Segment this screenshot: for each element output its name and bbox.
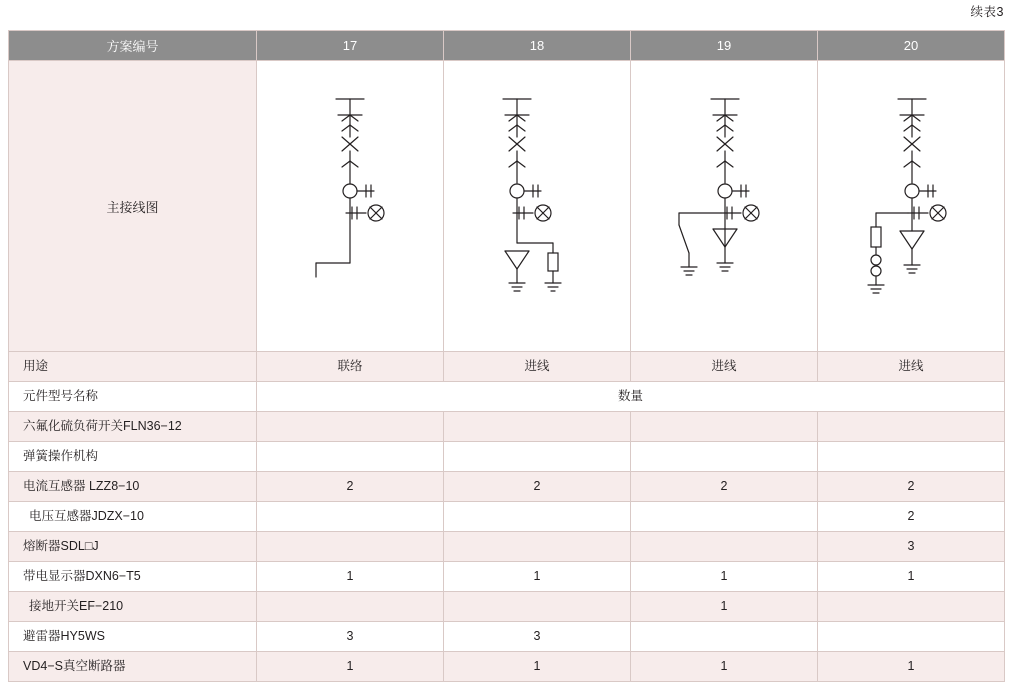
table-row xyxy=(9,652,1005,682)
component-1-value-19 xyxy=(631,442,818,472)
usage-label: 用途 xyxy=(9,352,257,382)
table-row xyxy=(9,502,1005,532)
scheme-table xyxy=(8,30,1005,682)
table-row xyxy=(9,472,1005,502)
component-5-value-17: 1 xyxy=(257,562,444,592)
component-label-4: 熔断器SDL□J xyxy=(9,532,257,562)
table-row xyxy=(9,412,1005,442)
usage-value-20: 进线 xyxy=(818,352,1005,382)
component-label-5: 带电显示器DXN6−T5 xyxy=(9,562,257,592)
table-row xyxy=(9,592,1005,622)
component-label-3: 电压互感器JDZX−10 xyxy=(9,502,257,532)
component-6-value-20 xyxy=(818,592,1005,622)
component-header-label: 元件型号名称 xyxy=(9,382,257,412)
component-5-value-20: 1 xyxy=(818,562,1005,592)
usage-value-19: 进线 xyxy=(631,352,818,382)
header-cell-scheme-number: 方案编号 xyxy=(9,31,257,61)
component-6-value-18 xyxy=(444,592,631,622)
component-0-value-19 xyxy=(631,412,818,442)
component-6-value-17 xyxy=(257,592,444,622)
component-8-value-19: 1 xyxy=(631,652,818,682)
main-wiring-diagram-row xyxy=(9,61,1005,352)
diagram-cell-19 xyxy=(631,61,818,352)
component-1-value-20 xyxy=(818,442,1005,472)
continued-table-label: 续表3 xyxy=(970,5,1004,19)
component-2-value-17: 2 xyxy=(257,472,444,502)
wiring-diagram-19 xyxy=(649,91,799,321)
component-8-value-18: 1 xyxy=(444,652,631,682)
table-row xyxy=(9,562,1005,592)
component-label-1: 弹簧操作机构 xyxy=(9,442,257,472)
component-7-value-18: 3 xyxy=(444,622,631,652)
table-row xyxy=(9,622,1005,652)
diagram-row-label: 主接线图 xyxy=(9,61,257,352)
component-0-value-17 xyxy=(257,412,444,442)
usage-value-17: 联络 xyxy=(257,352,444,382)
usage-row xyxy=(9,352,1005,382)
usage-value-18: 进线 xyxy=(444,352,631,382)
component-4-value-20: 3 xyxy=(818,532,1005,562)
component-header-row xyxy=(9,382,1005,412)
diagram-cell-17 xyxy=(257,61,444,352)
component-5-value-18: 1 xyxy=(444,562,631,592)
component-5-value-19: 1 xyxy=(631,562,818,592)
component-7-value-20 xyxy=(818,622,1005,652)
table-row xyxy=(9,532,1005,562)
component-4-value-19 xyxy=(631,532,818,562)
table-header-row xyxy=(9,31,1005,61)
header-cell-col-17: 17 xyxy=(257,31,444,61)
component-label-0: 六氟化硫负荷开关FLN36−12 xyxy=(9,412,257,442)
component-4-value-17 xyxy=(257,532,444,562)
wiring-diagram-17 xyxy=(290,91,410,321)
component-7-value-19 xyxy=(631,622,818,652)
component-7-value-17: 3 xyxy=(257,622,444,652)
component-0-value-20 xyxy=(818,412,1005,442)
component-3-value-17 xyxy=(257,502,444,532)
component-2-value-20: 2 xyxy=(818,472,1005,502)
component-0-value-18 xyxy=(444,412,631,442)
diagram-cell-18 xyxy=(444,61,631,352)
header-cell-col-18: 18 xyxy=(444,31,631,61)
component-3-value-20: 2 xyxy=(818,502,1005,532)
component-8-value-20: 1 xyxy=(818,652,1005,682)
header-cell-col-20: 20 xyxy=(818,31,1005,61)
component-label-6: 接地开关EF−210 xyxy=(9,592,257,622)
component-label-8: VD4−S真空断路器 xyxy=(9,652,257,682)
component-label-7: 避雷器HY5WS xyxy=(9,622,257,652)
component-4-value-18 xyxy=(444,532,631,562)
component-3-value-19 xyxy=(631,502,818,532)
table-row xyxy=(9,442,1005,472)
component-6-value-19: 1 xyxy=(631,592,818,622)
component-8-value-17: 1 xyxy=(257,652,444,682)
component-1-value-17 xyxy=(257,442,444,472)
component-2-value-19: 2 xyxy=(631,472,818,502)
component-header-quantity: 数量 xyxy=(257,382,1005,412)
component-2-value-18: 2 xyxy=(444,472,631,502)
wiring-diagram-18 xyxy=(467,91,607,321)
component-3-value-18 xyxy=(444,502,631,532)
wiring-diagram-20 xyxy=(836,91,986,321)
diagram-cell-20 xyxy=(818,61,1005,352)
component-1-value-18 xyxy=(444,442,631,472)
component-label-2: 电流互感器 LZZ8−10 xyxy=(9,472,257,502)
header-cell-col-19: 19 xyxy=(631,31,818,61)
